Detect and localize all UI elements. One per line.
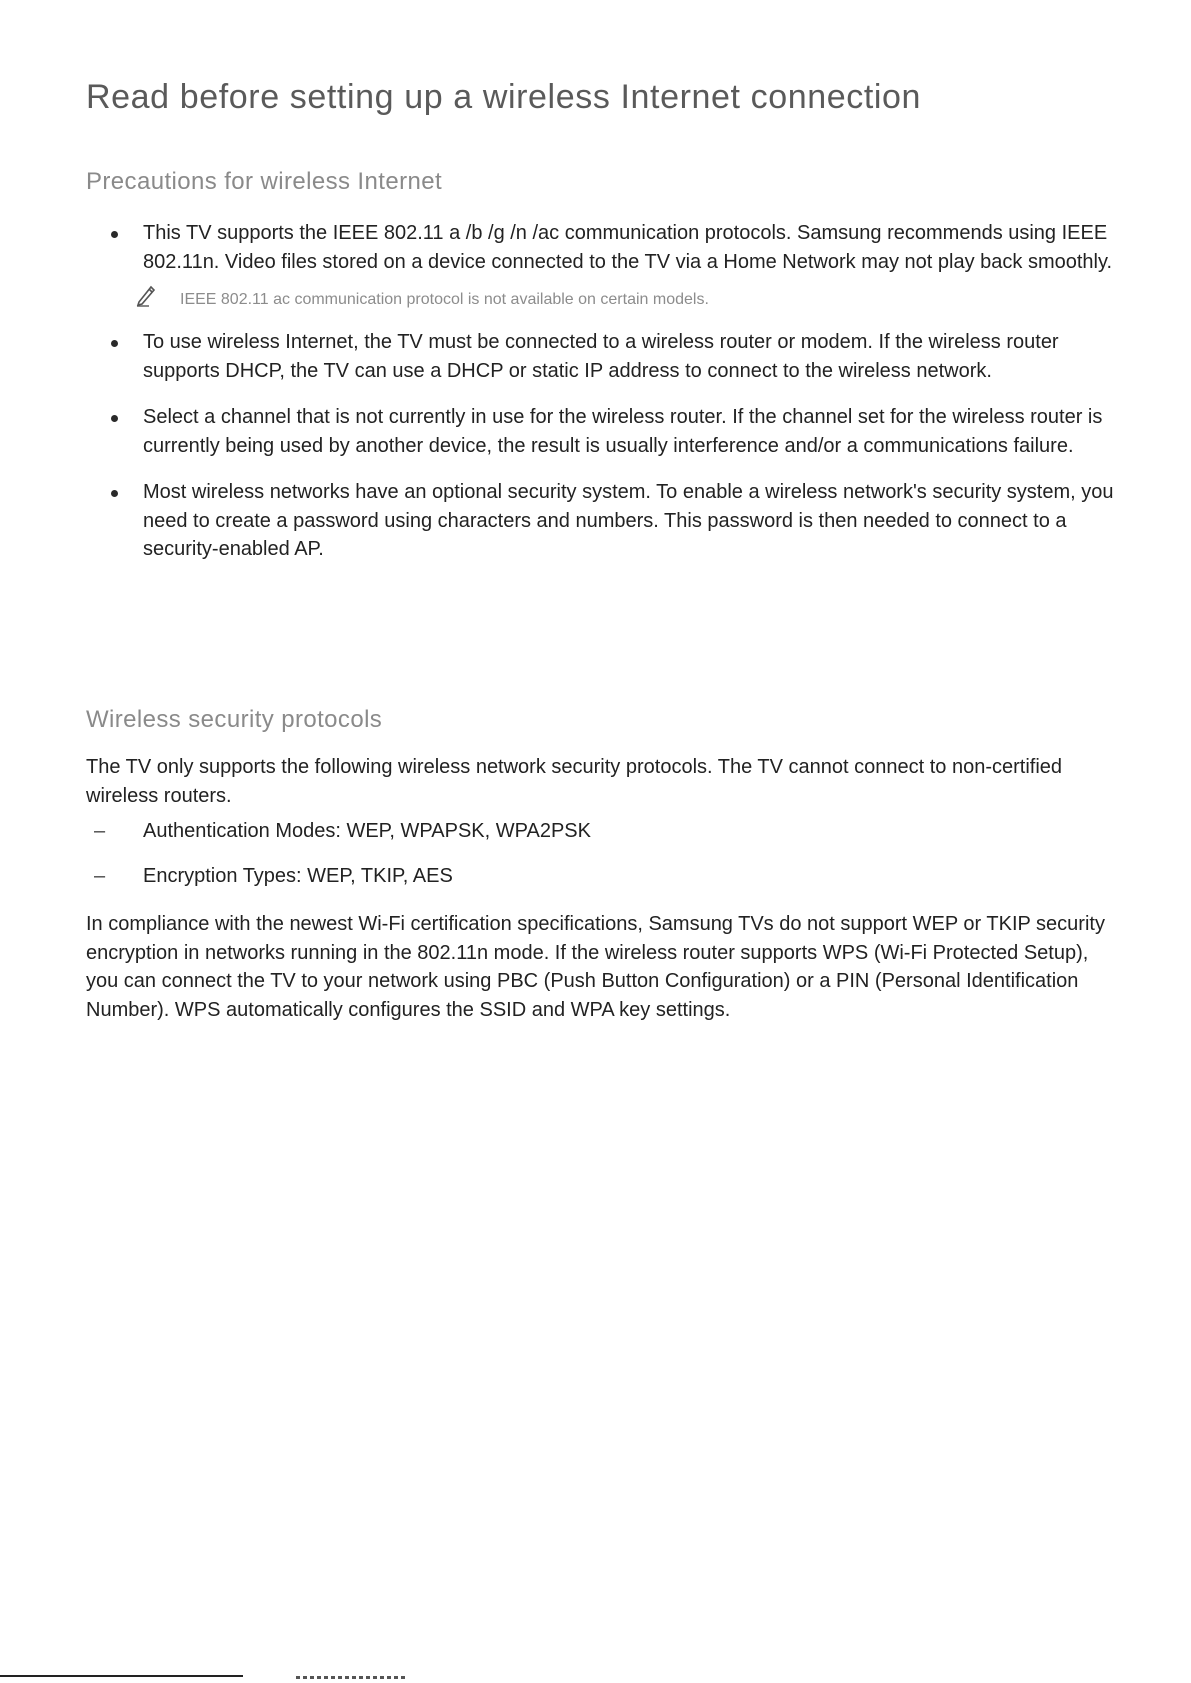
- list-item-text: Select a channel that is not currently in use for the wireless router. If the channel set for the wireless router is currently being used by another device, the result is usually interference and/or a communications failure.: [143, 406, 1103, 457]
- note: [86, 288, 1126, 312]
- list-item-text: To use wireless Internet, the TV must be connected to a wireless router or modem. If the wireless router supports DHCP, the TV can use a DHCP or static IP address to connect to the wireless network.: [143, 331, 1059, 382]
- security-intro: The TV only supports the following wireless network security protocols. The TV cannot connect to non-certified wireless routers.: [86, 756, 1063, 807]
- pencil-icon: [133, 282, 159, 308]
- list-item: [86, 478, 1126, 564]
- list-item-text: Most wireless networks have an optional security system. To enable a wireless network's security system, you need to create a password using characters and numbers. This password is then needed to connect to a security-enabled AP.: [143, 481, 1114, 560]
- note-text: IEEE 802.11 ac communication protocol is not available on certain models.: [180, 291, 709, 308]
- precautions-list: [86, 219, 1126, 582]
- list-item: [86, 328, 1126, 385]
- list-item-text: Encryption Types: WEP, TKIP, AES: [143, 864, 453, 887]
- list-item: [86, 403, 1126, 460]
- bullet-icon: [111, 415, 118, 422]
- page-title: Read before setting up a wireless Internet connection: [86, 78, 922, 116]
- bullet-icon: [111, 490, 118, 497]
- dash-marker: –: [94, 864, 106, 887]
- security-list: [86, 817, 1126, 906]
- footer-marks: [296, 1676, 406, 1679]
- list-item: [86, 219, 1126, 276]
- security-closing: In compliance with the newest Wi-Fi certification specifications, Samsung TVs do not support WEP or TKIP security encryption in networks running in the 802.11n mode. If the wireless router supports WPS (Wi-Fi Protected Setup), you can connect the TV to your network using PBC (Push Button Configuration) or a PIN (Personal Identification Number). WPS automatically configures the SSID and WPA key settings.: [86, 913, 1105, 1021]
- bullet-icon: [111, 231, 118, 238]
- precautions-heading: Precautions for wireless Internet: [86, 168, 443, 195]
- list-item: [86, 862, 1126, 891]
- list-item: [86, 817, 1126, 846]
- list-item-text: This TV supports the IEEE 802.11 a /b /g /n /ac communication protocols. Samsung recommends using IEEE 802.11n. Video files stored on a device connected to the TV via a Home Network may not play back smoothly.: [143, 222, 1113, 273]
- list-item-text: Authentication Modes: WEP, WPAPSK, WPA2PSK: [143, 820, 591, 842]
- footer-rule: [0, 1675, 243, 1677]
- security-heading: Wireless security protocols: [86, 706, 383, 733]
- bullet-icon: [111, 340, 118, 347]
- dash-marker: –: [94, 820, 106, 842]
